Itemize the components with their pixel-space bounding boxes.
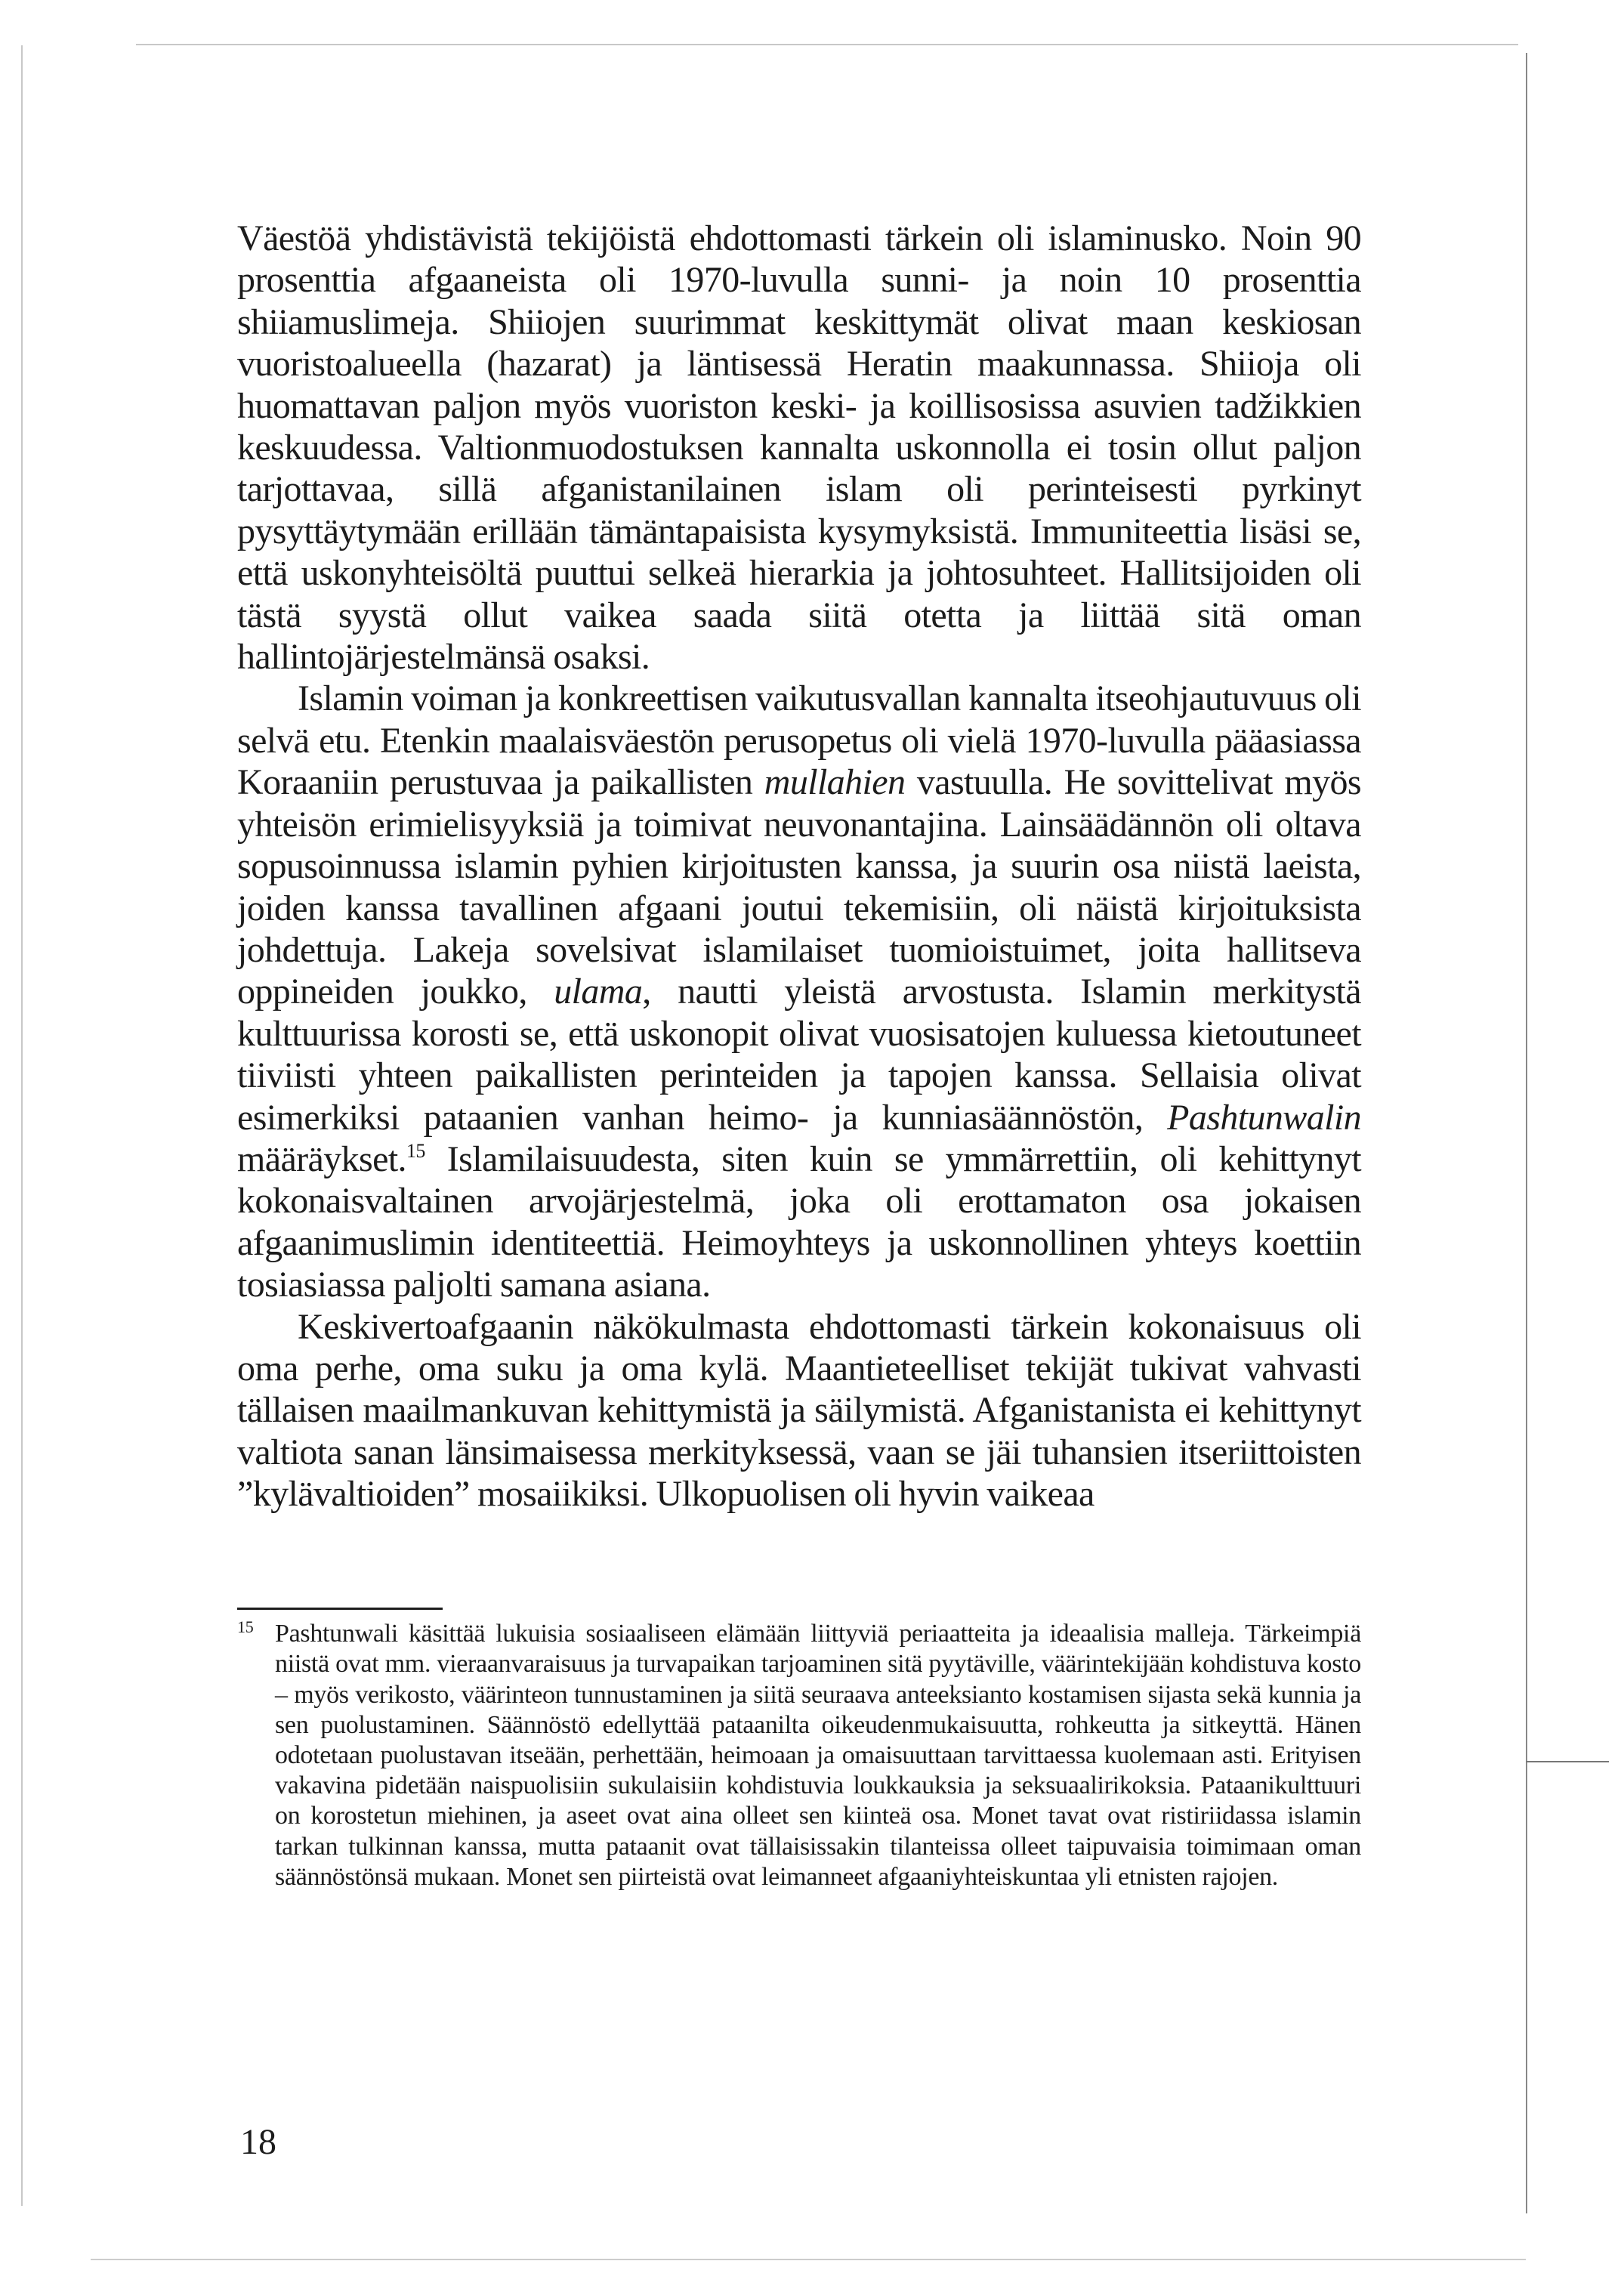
italic-term-pashtunwalin: Pashtunwalin — [1167, 1097, 1361, 1138]
footnote-text: Pashtunwali käsittää lukuisia sosiaaliseen elämään liittyviä periaatteita ja ideaalisia malleja. Tärkeimpiä niistä ovat mm. vieraanvaraisuus ja turvapaikan tarjoaminen sitä pyytäville, väärintekijään kohdistuva kosto – myös verikosto, väärinteon tunnustaminen ja siitä seuraava anteeksianto kostamisen sijasta sekä kunnia ja sen puolustaminen. Säännöstö edellyttää pataanilta oikeudenmukaisuutta, rohkeutta ja sitkeyttä. Hänen odotetaan puolustavan itseään, perhettään, heimoaan ja omaisuuttaan tarvittaessa kuolemaan asti. Erityisen vakavina pidetään naispuolisiin sukulaisiin kohdistuvia loukkauksia ja seksuaalirikoksia. Pataanikulttuuri on korostetun miehinen, ja aseet ovat aina olleet sen kiinteä osa. Monet tavat ovat ristiriidassa islamin tarkan tulkinnan kanssa, mutta pataanit ovat tällaisissakin tilanteissa olleet taipuvaisia toimimaan oman säännöstönsä mukaan. Monet sen piirteistä ovat leimanneet afgaaniyhteiskuntaa yli etnisten rajojen. — [275, 1620, 1361, 1891]
paragraph-text: Väestöä yhdistävistä tekijöistä ehdottomasti tärkein oli islaminusko. Noin 90 prosenttia afgaaneista oli 1970-luvulla sunni- ja noin 10 prosenttia shiiamuslimeja. Shiiojen suurimmat keskittymät olivat maan keskiosan vuoristoalueella (hazarat) ja läntisessä Heratin maakunnassa. Shiioja oli huomattavan paljon myös vuoriston keski- ja koillisosissa asuvien tadžikkien keskuudessa. Valtionmuodostuksen kannalta uskonnolla ei tosin ollut paljon tarjottavaa, sillä afganistanilainen islam oli perinteisesti pyrkinyt pysyttäytymään erillään tämäntapaisista kysymyksistä. Immuniteettia lisäsi se, että uskonyhteisöltä puuttui selkeä hierarkia ja johtosuhteet. Hallitsijoiden oli tästä syystä ollut vaikea saada siitä otetta ja liittää sitä oman hallintojärjestelmänsä osaksi. — [237, 218, 1361, 678]
scan-mark-right — [1526, 1761, 1609, 1762]
paragraph-1 — [237, 218, 1361, 678]
italic-term-mullahien: mullahien — [764, 762, 906, 803]
scan-edge-bottom — [91, 2259, 1526, 2260]
paragraph-text: Islamilaisuudesta, siten kuin se ymmärrettiin, oli kehittynyt kokonaisvaltainen arvojärjestelmä, joka oli erottamaton osa jokaisen afgaanimuslimin identiteettiä. Heimoyhteys ja uskonnollinen yhteys koettiin tosiasiassa paljolti samana asiana. — [237, 1138, 1361, 1305]
paragraph-text: , nautti yleistä arvostusta. Islamin merkitystä kulttuurissa korosti se, että uskonopit olivat vuosisatojen kuluessa kietoutuneet tiiviisti yhteen paikallisten perinteiden ja tapojen kanssa. Sellaisia olivat esimerkiksi pataanien vanhan heimo- ja kunniasäännöstön, — [237, 971, 1361, 1138]
scan-edge-right — [1526, 53, 1527, 2213]
paragraph-2 — [237, 678, 1361, 1305]
scan-edge-top — [136, 44, 1518, 45]
scan-edge-left — [21, 45, 23, 2206]
paragraph-3 — [237, 1306, 1361, 1515]
paragraph-text: Islamin voiman ja konkreettisen vaikutusvallan kannalta itseohjautuvuus oli selvä etu. Etenkin maalaisväestön perusopetus oli vielä 1970-luvulla pääasiassa Koraaniin perustuvaa ja paikallisten — [237, 678, 1361, 803]
paragraph-text: vastuulla. He sovittelivat myös yhteisön erimielisyyksiä ja toimivat neuvonantajina. Lainsäädännön oli oltava sopusoinnussa islamin pyhien kirjoitusten kanssa, ja suurin osa niistä laeista, joiden kanssa tavallinen afgaani joutui tekemisiin, oli näistä kirjoituksista johdettuja. Lakeja sovelsivat islamilaiset tuomioistuimet, joita hallitseva oppineiden joukko, — [237, 762, 1361, 1012]
main-text — [237, 218, 1361, 1515]
italic-term-ulama: ulama — [554, 971, 643, 1012]
footnote-reference[interactable]: 15 — [406, 1139, 425, 1162]
paragraph-text: määräykset. — [237, 1138, 406, 1179]
footnote: 15 Pashtunwali käsittää lukuisia sosiaaliseen elämään liittyviä periaatteita ja ideaalisia malleja. Tärkeimpiä niistä ovat mm. vieraanvaraisuus ja turvapaikan tarjoaminen sitä pyytäville, väärintekijään kohdistuva kosto – myös verikosto, väärinteon tunnustaminen ja siitä seuraava anteeksianto kostamisen sijasta sekä kunnia ja sen puolustaminen. Säännöstö edellyttää pataanilta oikeudenmukaisuutta, rohkeutta ja sitkeyttä. Hänen odotetaan puolustavan itseään, perhettään, heimoaan ja omaisuuttaan tarvittaessa kuolemaan asti. Erityisen vakavina pidetään naispuolisiin sukulaisiin kohdistuvia loukkauksia ja seksuaalirikoksia. Pataanikulttuuri on korostetun miehinen, ja aseet ovat aina olleet sen kiinteä osa. Monet tavat ovat ristiriidassa islamin tarkan tulkinnan kanssa, mutta pataanit ovat tällaisissakin tilanteissa olleet taipuvaisia toimimaan oman säännöstönsä mukaan. Monet sen piirteistä ovat leimanneet afgaaniyhteiskuntaa yli etnisten rajojen. — [237, 1619, 1361, 1892]
footnote-divider — [237, 1608, 443, 1610]
page-number: 18 — [240, 2122, 276, 2162]
paragraph-text: Keskivertoafgaanin näkökulmasta ehdottomasti tärkein kokonaisuus oli oma perhe, oma suku ja oma kylä. Maantieteelliset tekijät tukivat vahvasti tällaisen maailmankuvan kehittymistä ja säilymistä. Afganistanista ei kehittynyt valtiota sanan länsimaisessa merkityksessä, vaan se jäi tuhansien itseriittoisten ”kylävaltioiden” mosaiikiksi. Ulkopuolisen oli hyvin vaikeaa — [237, 1306, 1361, 1515]
